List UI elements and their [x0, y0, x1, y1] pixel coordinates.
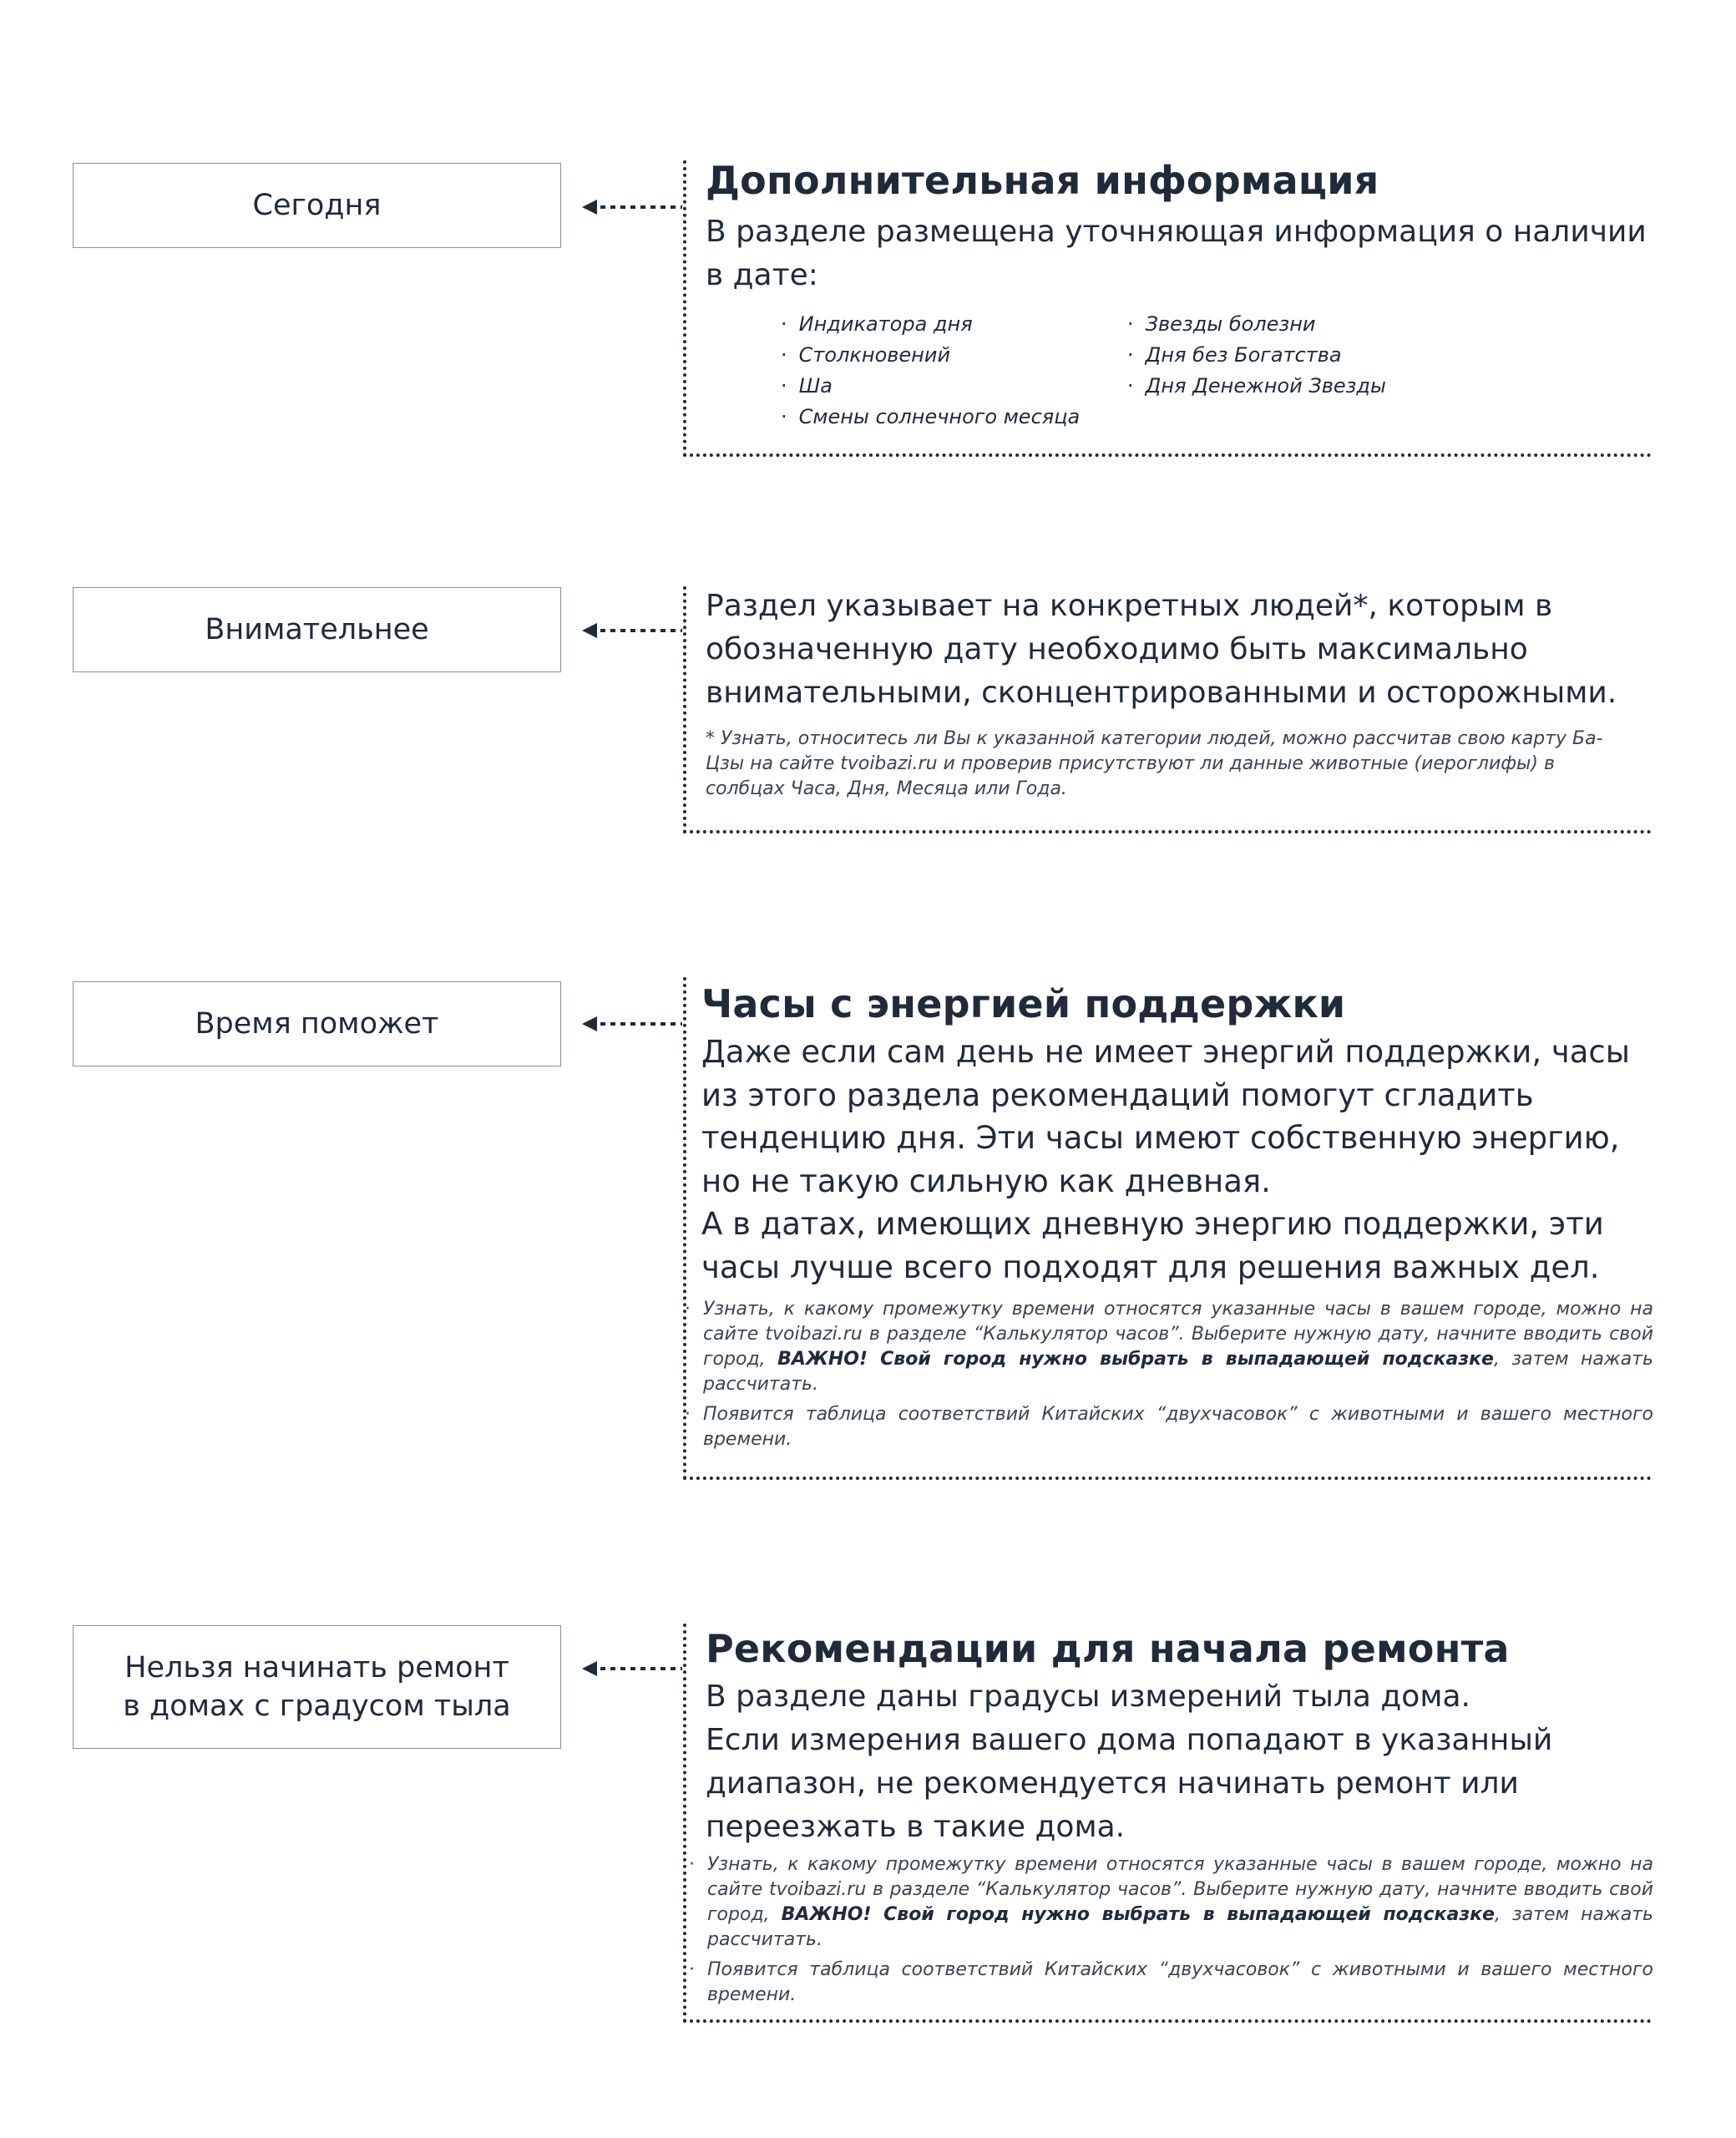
arrow-left-icon — [582, 1659, 682, 1679]
dotted-divider-horizontal — [683, 830, 1652, 833]
list-item: · Узнать, к какому промежутку времени относятся указанные часы в вашем городе, можно на сайте tvoibazi.ru в разделе “Калькулятор часов”. Выберите нужную дату, начните вводить свой город, ВАЖНО! Свой город нужно выбрать в выпадающей подсказке, затем нажать рассчитать. — [685, 1297, 1653, 1397]
section-title: Часы с энергией поддержки — [701, 981, 1346, 1026]
label-box-today — [73, 163, 561, 248]
arrow-left-icon — [582, 1014, 682, 1034]
notes-list — [685, 1297, 1653, 1452]
arrow-left-icon — [582, 197, 682, 217]
section-title: Дополнительная информация — [706, 158, 1379, 203]
list-item: · Узнать, к какому промежутку времени относятся указанные часы в вашем городе, можно на сайте tvoibazi.ru в разделе “Калькулятор часов”. Выберите нужную дату, начните вводить свой город, ВАЖНО! Свой город нужно выбрать в выпадающей подсказке, затем нажать рассчитать. — [689, 1852, 1653, 1953]
list-item: · Ша — [781, 371, 1127, 402]
list-item: · Столкновений — [781, 340, 1127, 371]
dotted-divider-horizontal — [683, 453, 1652, 457]
section-text: В разделе даны градусы измерений тыла дома. — [706, 1679, 1470, 1714]
dotted-divider-vertical — [683, 586, 686, 833]
label-today: Сегодня — [252, 189, 382, 222]
label-attention: Внимательнее — [205, 613, 429, 646]
section-text: Если измерения вашего дома попадают в указанный диапазон, не рекомендуется начинать ремонт или переезжать в такие дома. — [706, 1723, 1553, 1844]
bullet-columns — [781, 309, 1653, 433]
section-text: А в датах, имеющих дневную энергию поддержки, эти часы лучше всего подходят для решения важных дел. — [701, 1206, 1604, 1285]
section-text: В разделе размещена уточняющая информация о наличии в дате: — [706, 215, 1647, 292]
label-box-no-repair — [73, 1625, 561, 1749]
section-text: Даже если сам день не имеет энергий поддержки, часы из этого раздела рекомендаций помогут сгладить тенденцию дня. Эти часы имеют собственную энергию, но не такую сильную как дневная. — [701, 1034, 1630, 1199]
section-text: Раздел указывает на конкретных людей*, которым в обозначенную дату необходимо быть максимально внимательными, сконцентрированными и осторожными. — [706, 589, 1617, 710]
list-item: · Появится таблица соответствий Китайских “двухчасовок” с животными и вашего местного времени. — [685, 1402, 1653, 1452]
list-item: · Появится таблица соответствий Китайских “двухчасовок” с животными и вашего местного времени. — [689, 1958, 1653, 2008]
bullet-list-col1 — [781, 309, 1127, 433]
list-item: · Дня Денежной Звезды — [1127, 371, 1386, 402]
arrow-left-icon — [582, 621, 682, 641]
dotted-divider-horizontal — [683, 1477, 1652, 1480]
dotted-divider-vertical — [683, 160, 686, 457]
dotted-divider-vertical — [683, 1624, 686, 2023]
label-time-helps: Время поможет — [195, 1007, 439, 1041]
list-item: · Звезды болезни — [1127, 309, 1386, 340]
label-box-attention — [73, 587, 561, 672]
section-attention — [706, 585, 1637, 802]
label-no-repair: Нельзя начинать ремонт в домах с градусом тыла — [123, 1651, 511, 1723]
label-box-time-helps — [73, 981, 561, 1066]
bullet-list-col2 — [1127, 309, 1386, 433]
section-title: Рекомендации для начала ремонта — [706, 1626, 1510, 1671]
footnote: * Узнать, относитесь ли Вы к указанной категории людей, можно рассчитав свою карту Ба-Цзы на сайте tvoibazi.ru и проверив присутствуют ли данные животные (иероглифы) в солбцах Часа, Дня, Месяца или Года. — [706, 728, 1603, 799]
list-item: · Смены солнечного месяца — [781, 402, 1127, 433]
list-item: · Дня без Богатства — [1127, 340, 1386, 371]
section-repair — [706, 1622, 1653, 2013]
section-additional-info — [706, 154, 1653, 433]
dotted-divider-horizontal — [683, 2019, 1652, 2023]
list-item: · Индикатора дня — [781, 309, 1127, 340]
section-support-hours — [701, 977, 1653, 1457]
notes-list — [689, 1852, 1653, 2008]
